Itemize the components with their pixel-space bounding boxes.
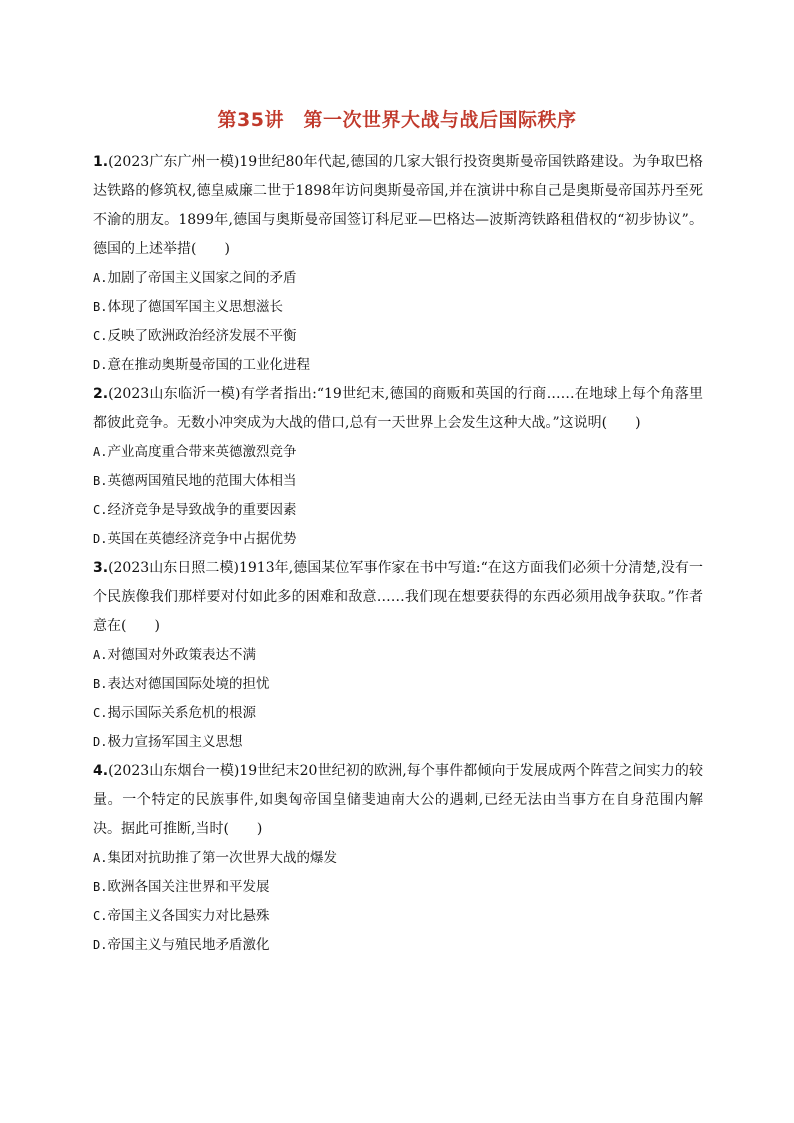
question-stem [93,148,703,264]
question-text: (2023山东烟台一模)19世纪末20世纪初的欧洲,每个事件都倾向于发展成两个阵营之间实力的较量。一个特定的民族事件,如奥匈帝国皇储斐迪南大公的遇刺,已经无法由当事方在自身范围内解决。据此可推断,当时( ) [93,763,703,837]
question-stem [93,757,703,844]
option-text: 帝国主义各国实力对比悬殊 [107,908,270,924]
option-a [93,844,703,873]
option-letter: C. [93,909,108,923]
option-b [93,467,703,496]
option-text: 对德国对外政策表达不满 [107,647,256,663]
option-b [93,873,703,902]
question-text: (2023山东日照二模)1913年,德国某位军事作家在书中写道:“在这方面我们必须十分清楚,没有一个民族像我们那样要对付如此多的困难和敌意……我们现在想要获得的东西必须用战争获取。”作者意在( ) [93,560,703,634]
option-letter: D. [93,358,108,372]
option-text: 产业高度重合带来英德激烈竞争 [107,444,297,460]
question-text: (2023广东广州一模)19世纪80年代起,德国的几家大银行投资奥斯曼帝国铁路建设。为争取巴格达铁路的修筑权,德皇威廉二世于1898年访问奥斯曼帝国,并在演讲中称自己是奥斯曼帝国苏丹至死不渝的朋友。1899年,德国与奥斯曼帝国签订科尼亚—巴格达—波斯湾铁路租借权的“初步协议”。德国的上述举措( ) [93,154,703,257]
option-letter: C. [93,706,108,720]
question-number: 2. [93,386,109,402]
option-text: 体现了德国军国主义思想滋长 [107,299,283,315]
question-4 [93,757,703,960]
question-1 [93,148,703,380]
option-c [93,902,703,931]
option-d [93,931,703,960]
option-text: 反映了欧洲政治经济发展不平衡 [107,328,297,344]
option-b [93,670,703,699]
option-b [93,293,703,322]
question-number: 4. [93,763,109,779]
option-a [93,264,703,293]
option-text: 极力宣扬军国主义思想 [107,734,243,750]
option-c [93,699,703,728]
option-text: 意在推动奥斯曼帝国的工业化进程 [107,357,310,373]
option-text: 英德两国殖民地的范围大体相当 [107,473,297,489]
option-text: 英国在英德经济竞争中占据优势 [107,531,297,547]
option-text: 表达对德国国际处境的担忧 [107,676,270,692]
option-letter: B. [93,474,108,488]
option-letter: C. [93,329,108,343]
question-2 [93,380,703,554]
question-number: 1. [93,154,109,170]
question-list [93,148,703,960]
option-letter: B. [93,300,108,314]
question-3 [93,554,703,757]
option-letter: A. [93,851,108,865]
option-letter: D. [93,532,108,546]
option-text: 加剧了帝国主义国家之间的矛盾 [107,270,297,286]
option-text: 欧洲各国关注世界和平发展 [107,879,270,895]
question-number: 3. [93,560,109,576]
option-c [93,496,703,525]
option-a [93,641,703,670]
option-text: 帝国主义与殖民地矛盾激化 [107,937,270,953]
question-stem [93,380,703,438]
question-text: (2023山东临沂一模)有学者指出:“19世纪末,德国的商贩和英国的行商……在地球上每个角落里都彼此竞争。无数小冲突成为大战的借口,总有一天世界上会发生这种大战。”这说明( ) [93,386,703,431]
page-title: 第35讲 第一次世界大战与战后国际秩序 [217,109,577,131]
option-d [93,525,703,554]
question-stem [93,554,703,641]
option-letter: B. [93,677,108,691]
option-letter: C. [93,503,108,517]
option-d [93,728,703,757]
option-letter: B. [93,880,108,894]
option-letter: D. [93,938,108,952]
option-letter: D. [93,735,108,749]
option-letter: A. [93,271,108,285]
option-a [93,438,703,467]
option-letter: A. [93,648,108,662]
option-text: 揭示国际关系危机的根源 [107,705,256,721]
option-letter: A. [93,445,108,459]
option-text: 经济竞争是导致战争的重要因素 [107,502,297,518]
option-text: 集团对抗助推了第一次世界大战的爆发 [107,850,337,866]
option-c [93,322,703,351]
option-d [93,351,703,380]
